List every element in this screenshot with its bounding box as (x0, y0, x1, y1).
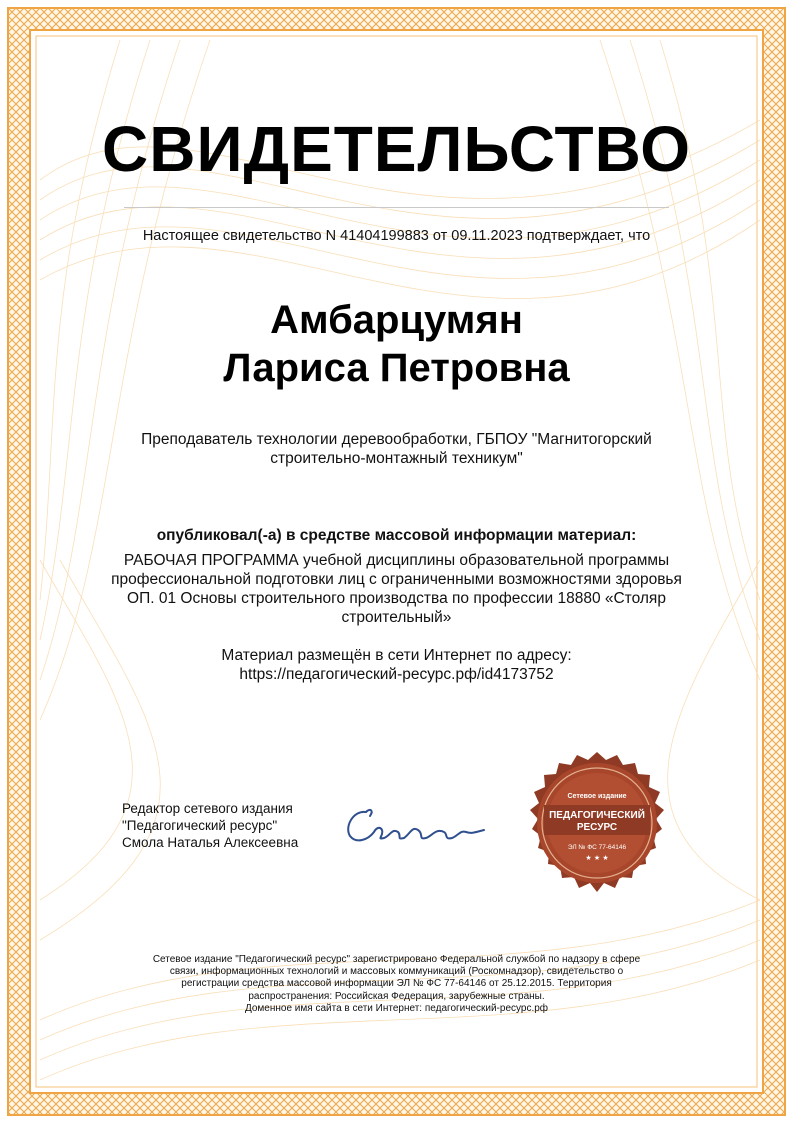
footer-line-5: Доменное имя сайта в сети Интернет: педагогический-ресурс.рф (244, 1002, 549, 1014)
seal-name-line-2: РЕСУРС (576, 822, 618, 833)
address-label: Материал размещён в сети Интернет по адресу: (221, 647, 572, 664)
certificate-title: СВИДЕТЕЛЬСТВО (102, 113, 691, 185)
editor-signature (340, 796, 490, 856)
published-label: опубликовал(-а) в средстве массовой информации материал: (156, 527, 637, 544)
title-divider (124, 207, 669, 208)
recipient-name (0, 296, 793, 392)
recipient-given-names: Лариса Петровна (223, 346, 570, 390)
editor-line-2: "Педагогический ресурс" (122, 818, 278, 833)
recipient-surname: Амбарцумян (270, 298, 523, 342)
seal-top-text: Сетевое издание (567, 793, 627, 800)
footer-line-1: Сетевое издание "Педагогический ресурс" зарегистрировано Федеральной службой по надзору в сфере (152, 954, 641, 965)
material-title: РАБОЧАЯ ПРОГРАММА учебной дисциплины образовательной программы профессиональной подготовки лиц с ограниченными возможностями здоровья ОП. 01 Основы строительного производства по профессии 18880 «Столяр строительный» (111, 552, 682, 626)
seal-stars: ★ ★ ★ (585, 854, 609, 862)
seal-registration: ЭЛ № ФС 77-64146 (567, 844, 627, 851)
footer-line-3: регистрации средства массовой информации ЭЛ № ФС 77-64146 от 25.12.2015. Территория (181, 978, 612, 990)
seal-name-line-1: ПЕДАГОГИЧЕСКИЙ (549, 810, 645, 821)
publisher-seal (522, 750, 672, 900)
address-url: https://педагогический-ресурс.рф/id4173752 (239, 666, 554, 683)
footer-legal (120, 954, 673, 1015)
editor-line-1: Редактор сетевого издания (122, 801, 293, 816)
footer-line-4: распространения: Российская Федерация, зарубежные страны. (248, 990, 545, 1002)
recipient-position: Преподаватель технологии деревообработки, ГБПОУ "Магнитогорский строительно-монтажный техникум" (141, 431, 652, 467)
certificate-intro: Настоящее свидетельство N 41404199883 от 09.11.2023 подтверждает, что (142, 228, 651, 244)
editor-line-3: Смола Наталья Алексеевна (122, 835, 299, 850)
footer-line-2: связи, информационных технологий и массовых коммуникаций (Роскомнадзор), свидетельство о (169, 966, 624, 978)
editor-block (122, 800, 342, 851)
